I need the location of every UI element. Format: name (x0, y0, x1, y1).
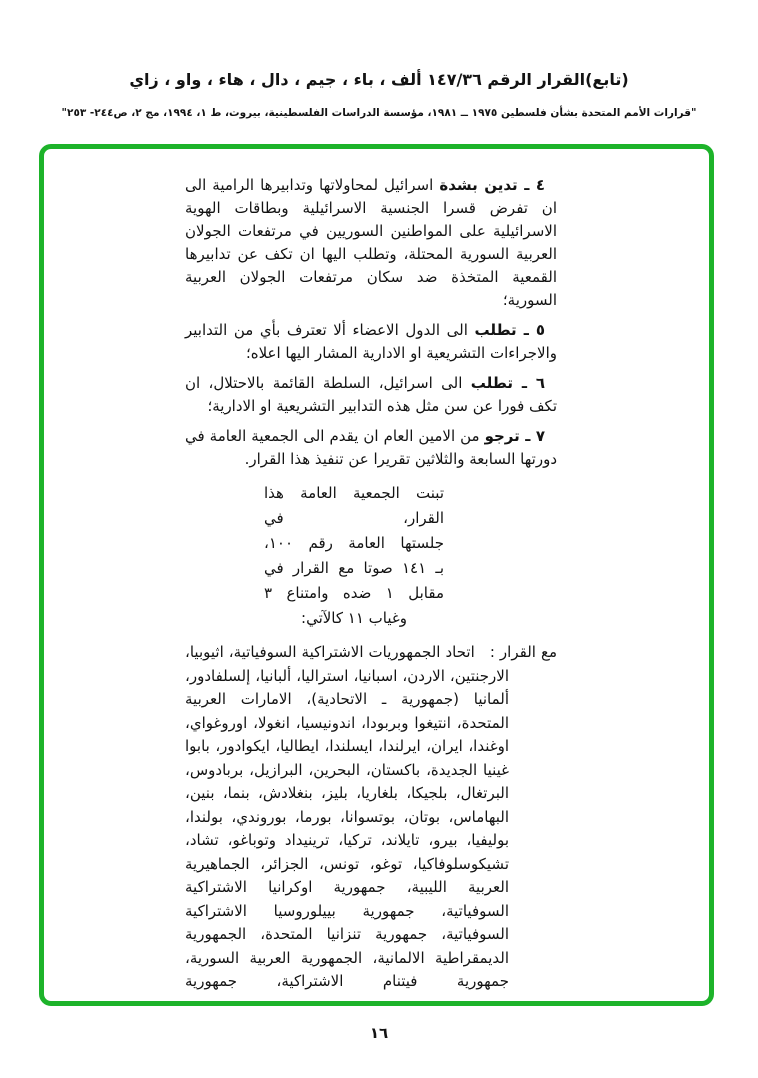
paragraph-5-text: الى الدول الاعضاء ألا تعترف بأي من التدابير والاجراءات التشريعية او الادارية المشار اليها اعلاه؛ (185, 321, 557, 362)
green-frame (39, 144, 714, 1006)
paragraph-6 (185, 372, 557, 418)
adoption-line: وغياب ١١ كالآتي: (301, 609, 407, 627)
paragraph-7 (185, 425, 557, 471)
paragraph-7-text: من الامين العام ان يقدم الى الجمعية العامة في دورتها السابعة والثلاثين تقريرا عن تنفيذ هذا القرار. (185, 427, 557, 468)
adoption-line: مقابل ١ ضده وامتناع ٣ (264, 584, 444, 602)
citation-line: "قرارات الأمم المتحدة بشأن فلسطين ١٩٧٥ ــ ١٩٨١، مؤسسة الدراسات الفلسطينية، بيروت، ط ١، ١٩٩٤، مج ٢، ص٢٤٤- ٢٥٣" (61, 107, 697, 119)
paragraph-5-lead: ٥ ـ تطلب (474, 321, 545, 339)
page-number: ١٦ (369, 1024, 389, 1042)
adoption-line: تبنت الجمعية العامة هذا القرار، في (264, 484, 444, 527)
paragraph-6-text: الى اسرائيل، السلطة القائمة بالاحتلال، ان تكف فورا عن سن مثل هذه التدابير التشريعية او الادارية؛ (185, 374, 557, 415)
adoption-line: بـ ١٤١ صوتا مع القرار في (264, 559, 444, 577)
vote-list-label: مع القرار : (489, 643, 557, 661)
vote-list (185, 641, 557, 994)
vote-list-countries: اتحاد الجمهوريات الاشتراكية السوفياتية، اثيوبيا، الارجنتين، الاردن، اسبانيا، استراليا، ألبانيا، إلسلفادور، ألمانيا (جمهورية ـ الاتحادية)، الامارات العربية المتحدة، انتيغوا وبربودا، اندونيسيا، انغولا، اوروغواي، اوغندا، ايران، ايرلندا، ايسلندا، ايطاليا، ايكوادور، بابوا غينيا الجديدة، باكستان، البحرين، البرازيل، بربادوس، البرتغال، بلجيكا، بلغاريا، بليز، بنغلادش، بنما، بنين، البهاماس، بوتان، بوتسوانا، بورما، بوروندي، بولندا، بوليفيا، بيرو، تايلاند، تركيا، ترينيداد وتوباغو، تشاد، تشيكوسلوفاكيا، توغو، تونس، الجزائر، الجماهيرية العربية الليبية، جمهورية اوكرانيا الاشتراكية السوفياتية، جمهورية بييلوروسيا الاشتراكية السوفياتية، جمهورية تنزانيا المتحدة، الجمهورية الديمقراطية الالمانية، الجمهورية العربية السورية، جمهورية فيتنام الاشتراكية، جمهورية (185, 643, 509, 990)
adoption-statement (264, 481, 444, 631)
paragraph-7-lead: ٧ ـ ترجو (484, 427, 545, 445)
paragraph-6-lead: ٦ ـ تطلب (470, 374, 545, 392)
paragraph-4-text: اسرائيل لمحاولاتها وتدابيرها الرامية الى ان تفرض قسرا الجنسية الاسرائيلية وبطاقات الهوية الاسرائيلية على المواطنين السوريين في مرتفعات الجولان العربية السورية المحتلة، وتطلب اليها ان تكف عن تدابيرها القمعية المتخذة ضد سكان مرتفعات الجولان العربية السورية؛ (185, 176, 557, 309)
resolution-title: (تابع)القرار الرقم ١٤٧/٣٦ ألف ، باء ، جيم ، دال ، هاء ، واو ، زاي (129, 70, 629, 89)
paragraph-5 (185, 319, 557, 365)
paragraph-4-lead: ٤ ـ تدين بشدة (439, 176, 545, 194)
paragraph-4 (185, 174, 557, 312)
resolution-body (185, 174, 557, 994)
adoption-line: جلستها العامة رقم ١٠٠، (264, 534, 444, 552)
